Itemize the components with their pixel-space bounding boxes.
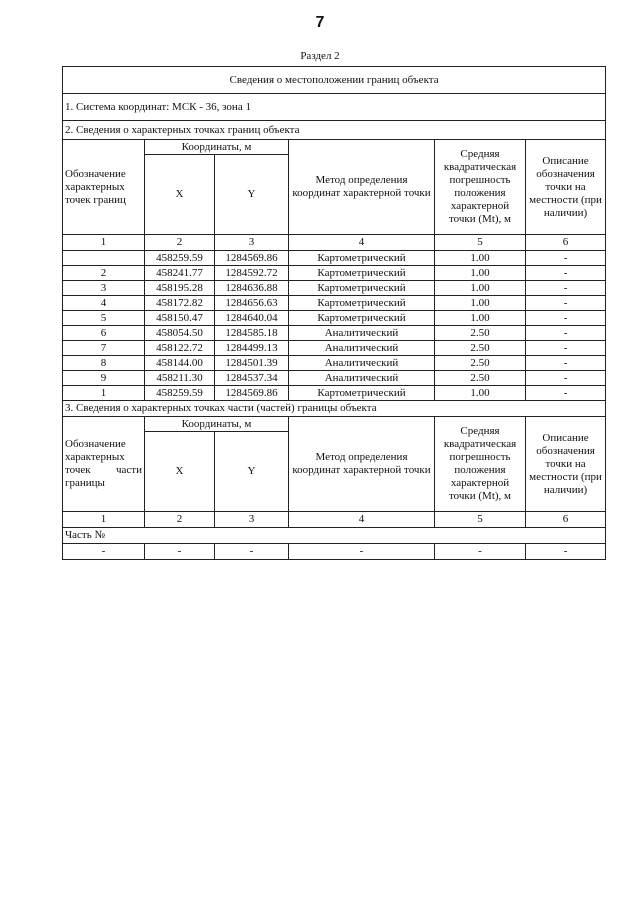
point-y: 1284636.88 bbox=[215, 281, 289, 296]
header-designation: Обозначение характерных точек границ bbox=[63, 140, 145, 235]
point-description: - bbox=[526, 296, 606, 311]
point-error: 1.00 bbox=[435, 386, 526, 401]
column-number: 4 bbox=[289, 235, 435, 251]
point-y: 1284640.04 bbox=[215, 311, 289, 326]
part-cell: - bbox=[215, 544, 289, 560]
point-number: 2 bbox=[63, 266, 145, 281]
point-error: 2.50 bbox=[435, 341, 526, 356]
part-label: Часть № bbox=[63, 528, 606, 544]
point-x: 458144.00 bbox=[145, 356, 215, 371]
parts-section-title: 3. Сведения о характерных точках части (частей) границы объекта bbox=[63, 401, 606, 417]
column-numbers-row-2 bbox=[63, 512, 606, 528]
header2-method: Метод определения координат характерной точки bbox=[289, 417, 435, 512]
point-description: - bbox=[526, 251, 606, 266]
header-error: Средняя квадратическая погрешность положения характерной точки (Mt), м bbox=[435, 140, 526, 235]
table-row bbox=[63, 371, 606, 386]
column-number: 5 bbox=[435, 512, 526, 528]
point-description: - bbox=[526, 281, 606, 296]
point-error: 2.50 bbox=[435, 371, 526, 386]
point-number: 7 bbox=[63, 341, 145, 356]
point-x: 458195.28 bbox=[145, 281, 215, 296]
header-coords: Координаты, м bbox=[145, 140, 289, 155]
point-error: 1.00 bbox=[435, 266, 526, 281]
table-title: Сведения о местоположении границ объекта bbox=[63, 67, 606, 94]
header-method: Метод определения координат характерной точки bbox=[289, 140, 435, 235]
point-y: 1284537.34 bbox=[215, 371, 289, 386]
point-error: 1.00 bbox=[435, 281, 526, 296]
column-number: 6 bbox=[526, 235, 606, 251]
section-title: Раздел 2 bbox=[300, 50, 340, 62]
table-row bbox=[63, 356, 606, 371]
point-number: 6 bbox=[63, 326, 145, 341]
column-number: 3 bbox=[215, 512, 289, 528]
coord-system: 1. Система координат: МСК - 36, зона 1 bbox=[63, 94, 606, 121]
point-description: - bbox=[526, 326, 606, 341]
table-row bbox=[63, 296, 606, 311]
column-number: 1 bbox=[63, 512, 145, 528]
header2-error: Средняя квадратическая погрешность положения характерной точки (Mt), м bbox=[435, 417, 526, 512]
point-method: Картометрический bbox=[289, 296, 435, 311]
header2-coords: Координаты, м bbox=[145, 417, 289, 432]
point-y: 1284592.72 bbox=[215, 266, 289, 281]
point-x: 458259.59 bbox=[145, 251, 215, 266]
point-error: 1.00 bbox=[435, 251, 526, 266]
point-number: 9 bbox=[63, 371, 145, 386]
header2-x: X bbox=[145, 432, 215, 512]
point-description: - bbox=[526, 386, 606, 401]
table-row bbox=[63, 326, 606, 341]
point-number: 1 bbox=[63, 386, 145, 401]
point-y: 1284499.13 bbox=[215, 341, 289, 356]
point-number bbox=[63, 251, 145, 266]
column-number: 1 bbox=[63, 235, 145, 251]
point-description: - bbox=[526, 371, 606, 386]
point-y: 1284569.86 bbox=[215, 386, 289, 401]
part-cell: - bbox=[63, 544, 145, 560]
column-number: 6 bbox=[526, 512, 606, 528]
point-method: Картометрический bbox=[289, 251, 435, 266]
part-cell: - bbox=[145, 544, 215, 560]
point-description: - bbox=[526, 356, 606, 371]
header-y: Y bbox=[215, 155, 289, 235]
point-error: 1.00 bbox=[435, 311, 526, 326]
header-x: X bbox=[145, 155, 215, 235]
point-number: 3 bbox=[63, 281, 145, 296]
header2-designation: Обозначение характерных точек части границы bbox=[63, 417, 145, 512]
point-error: 2.50 bbox=[435, 326, 526, 341]
page-number: 7 bbox=[315, 14, 325, 31]
table-row bbox=[63, 281, 606, 296]
column-number: 3 bbox=[215, 235, 289, 251]
point-error: 2.50 bbox=[435, 356, 526, 371]
point-x: 458150.47 bbox=[145, 311, 215, 326]
part-cell: - bbox=[289, 544, 435, 560]
points-section-title: 2. Сведения о характерных точках границ объекта bbox=[63, 121, 606, 140]
table-row bbox=[63, 311, 606, 326]
point-x: 458241.77 bbox=[145, 266, 215, 281]
table-row bbox=[63, 341, 606, 356]
point-x: 458172.82 bbox=[145, 296, 215, 311]
table-row bbox=[63, 251, 606, 266]
boundary-table bbox=[62, 66, 606, 560]
part-row bbox=[63, 544, 606, 560]
column-number: 4 bbox=[289, 512, 435, 528]
point-method: Аналитический bbox=[289, 356, 435, 371]
point-method: Аналитический bbox=[289, 371, 435, 386]
part-cell: - bbox=[435, 544, 526, 560]
point-y: 1284501.39 bbox=[215, 356, 289, 371]
point-method: Картометрический bbox=[289, 386, 435, 401]
point-x: 458054.50 bbox=[145, 326, 215, 341]
point-description: - bbox=[526, 341, 606, 356]
point-method: Картометрический bbox=[289, 311, 435, 326]
point-number: 5 bbox=[63, 311, 145, 326]
header-description: Описание обозначения точки на местности (при наличии) bbox=[526, 140, 606, 235]
point-description: - bbox=[526, 311, 606, 326]
point-x: 458211.30 bbox=[145, 371, 215, 386]
point-method: Аналитический bbox=[289, 326, 435, 341]
point-y: 1284569.86 bbox=[215, 251, 289, 266]
column-numbers-row bbox=[63, 235, 606, 251]
part-cell: - bbox=[526, 544, 606, 560]
point-number: 8 bbox=[63, 356, 145, 371]
table-row bbox=[63, 266, 606, 281]
header2-y: Y bbox=[215, 432, 289, 512]
point-y: 1284585.18 bbox=[215, 326, 289, 341]
point-error: 1.00 bbox=[435, 296, 526, 311]
header2-description: Описание обозначения точки на местности (при наличии) bbox=[526, 417, 606, 512]
column-number: 5 bbox=[435, 235, 526, 251]
point-x: 458259.59 bbox=[145, 386, 215, 401]
point-number: 4 bbox=[63, 296, 145, 311]
point-method: Аналитический bbox=[289, 341, 435, 356]
point-description: - bbox=[526, 266, 606, 281]
point-method: Картометрический bbox=[289, 266, 435, 281]
point-y: 1284656.63 bbox=[215, 296, 289, 311]
column-number: 2 bbox=[145, 512, 215, 528]
table-row bbox=[63, 386, 606, 401]
point-x: 458122.72 bbox=[145, 341, 215, 356]
column-number: 2 bbox=[145, 235, 215, 251]
point-method: Картометрический bbox=[289, 281, 435, 296]
